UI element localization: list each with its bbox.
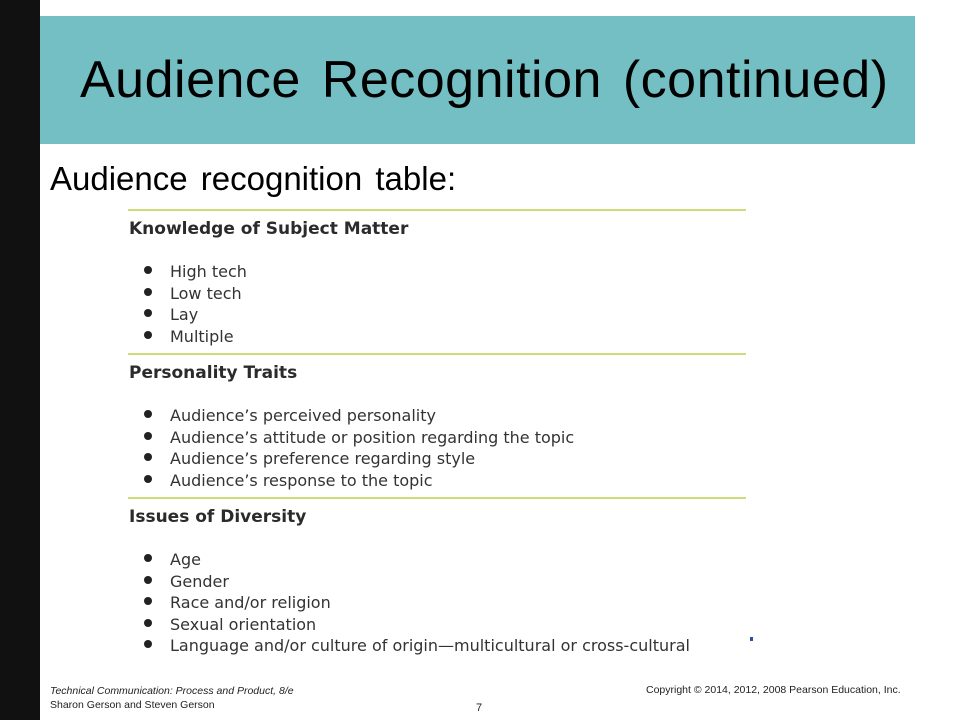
list-item bbox=[128, 614, 746, 636]
section-heading: Personality Traits bbox=[129, 363, 298, 383]
section-heading: Issues of Diversity bbox=[129, 507, 307, 527]
bullet-icon bbox=[144, 410, 152, 418]
list-item bbox=[128, 405, 746, 427]
list-item-text: Multiple bbox=[170, 326, 234, 346]
footer-citation bbox=[50, 684, 294, 712]
list-item-text: Gender bbox=[170, 571, 229, 591]
list-item-text: Audience’s perceived personality bbox=[170, 406, 436, 425]
section-heading: Knowledge of Subject Matter bbox=[129, 219, 409, 239]
slide-subtitle: Audience recognition table: bbox=[50, 160, 457, 197]
bullet-icon bbox=[144, 554, 152, 562]
bullet-icon bbox=[144, 309, 152, 317]
list-item-text: Lay bbox=[170, 305, 199, 324]
list-item-text: Sexual orientation bbox=[170, 614, 317, 634]
list-item-text: Audience’s attitude or position regarding the topic bbox=[170, 427, 575, 447]
table-section bbox=[128, 497, 746, 663]
list-item-text: Audience’s response to the topic bbox=[170, 470, 433, 490]
bullet-icon bbox=[144, 475, 152, 483]
bullet-icon bbox=[144, 432, 152, 440]
list-item bbox=[128, 571, 746, 593]
slide-title: Audience Recognition (continued) bbox=[80, 51, 889, 109]
title-band bbox=[40, 16, 915, 144]
list-item-text: Age bbox=[170, 550, 201, 569]
blue-dot-mark bbox=[750, 637, 753, 641]
table-section bbox=[128, 353, 746, 497]
footer-authors: Sharon Gerson and Steven Gerson bbox=[50, 699, 215, 711]
bullet-icon bbox=[144, 640, 152, 648]
bullet-icon bbox=[144, 288, 152, 296]
list-item bbox=[128, 448, 746, 470]
bullet-icon bbox=[144, 453, 152, 461]
list-item bbox=[128, 427, 746, 449]
item-list bbox=[128, 389, 746, 497]
list-item-text: High tech bbox=[170, 262, 247, 281]
list-item bbox=[128, 470, 746, 492]
left-accent-bar bbox=[0, 0, 40, 720]
list-item-text: Audience’s preference regarding style bbox=[170, 449, 476, 468]
bullet-icon bbox=[144, 619, 152, 627]
audience-recognition-table bbox=[128, 209, 746, 663]
list-item bbox=[128, 549, 746, 571]
list-item-text: Low tech bbox=[170, 283, 242, 303]
list-item bbox=[128, 304, 746, 326]
bullet-icon bbox=[144, 331, 152, 339]
list-item-text: Language and/or culture of origin—multicultural or cross-cultural bbox=[170, 636, 690, 655]
bullet-icon bbox=[144, 597, 152, 605]
list-item-text: Race and/or religion bbox=[170, 593, 331, 612]
bullet-icon bbox=[144, 266, 152, 274]
footer-book-title: Technical Communication: Process and Product, 8/e bbox=[50, 685, 294, 697]
list-item bbox=[128, 635, 746, 657]
list-item bbox=[128, 592, 746, 614]
bullet-icon bbox=[144, 576, 152, 584]
list-item bbox=[128, 326, 746, 348]
page-number: 7 bbox=[476, 702, 483, 714]
table-section bbox=[128, 209, 746, 353]
item-list bbox=[128, 245, 746, 353]
item-list bbox=[128, 533, 746, 663]
list-item bbox=[128, 261, 746, 283]
footer-copyright: Copyright © 2014, 2012, 2008 Pearson Education, Inc. bbox=[646, 684, 901, 696]
list-item bbox=[128, 283, 746, 305]
